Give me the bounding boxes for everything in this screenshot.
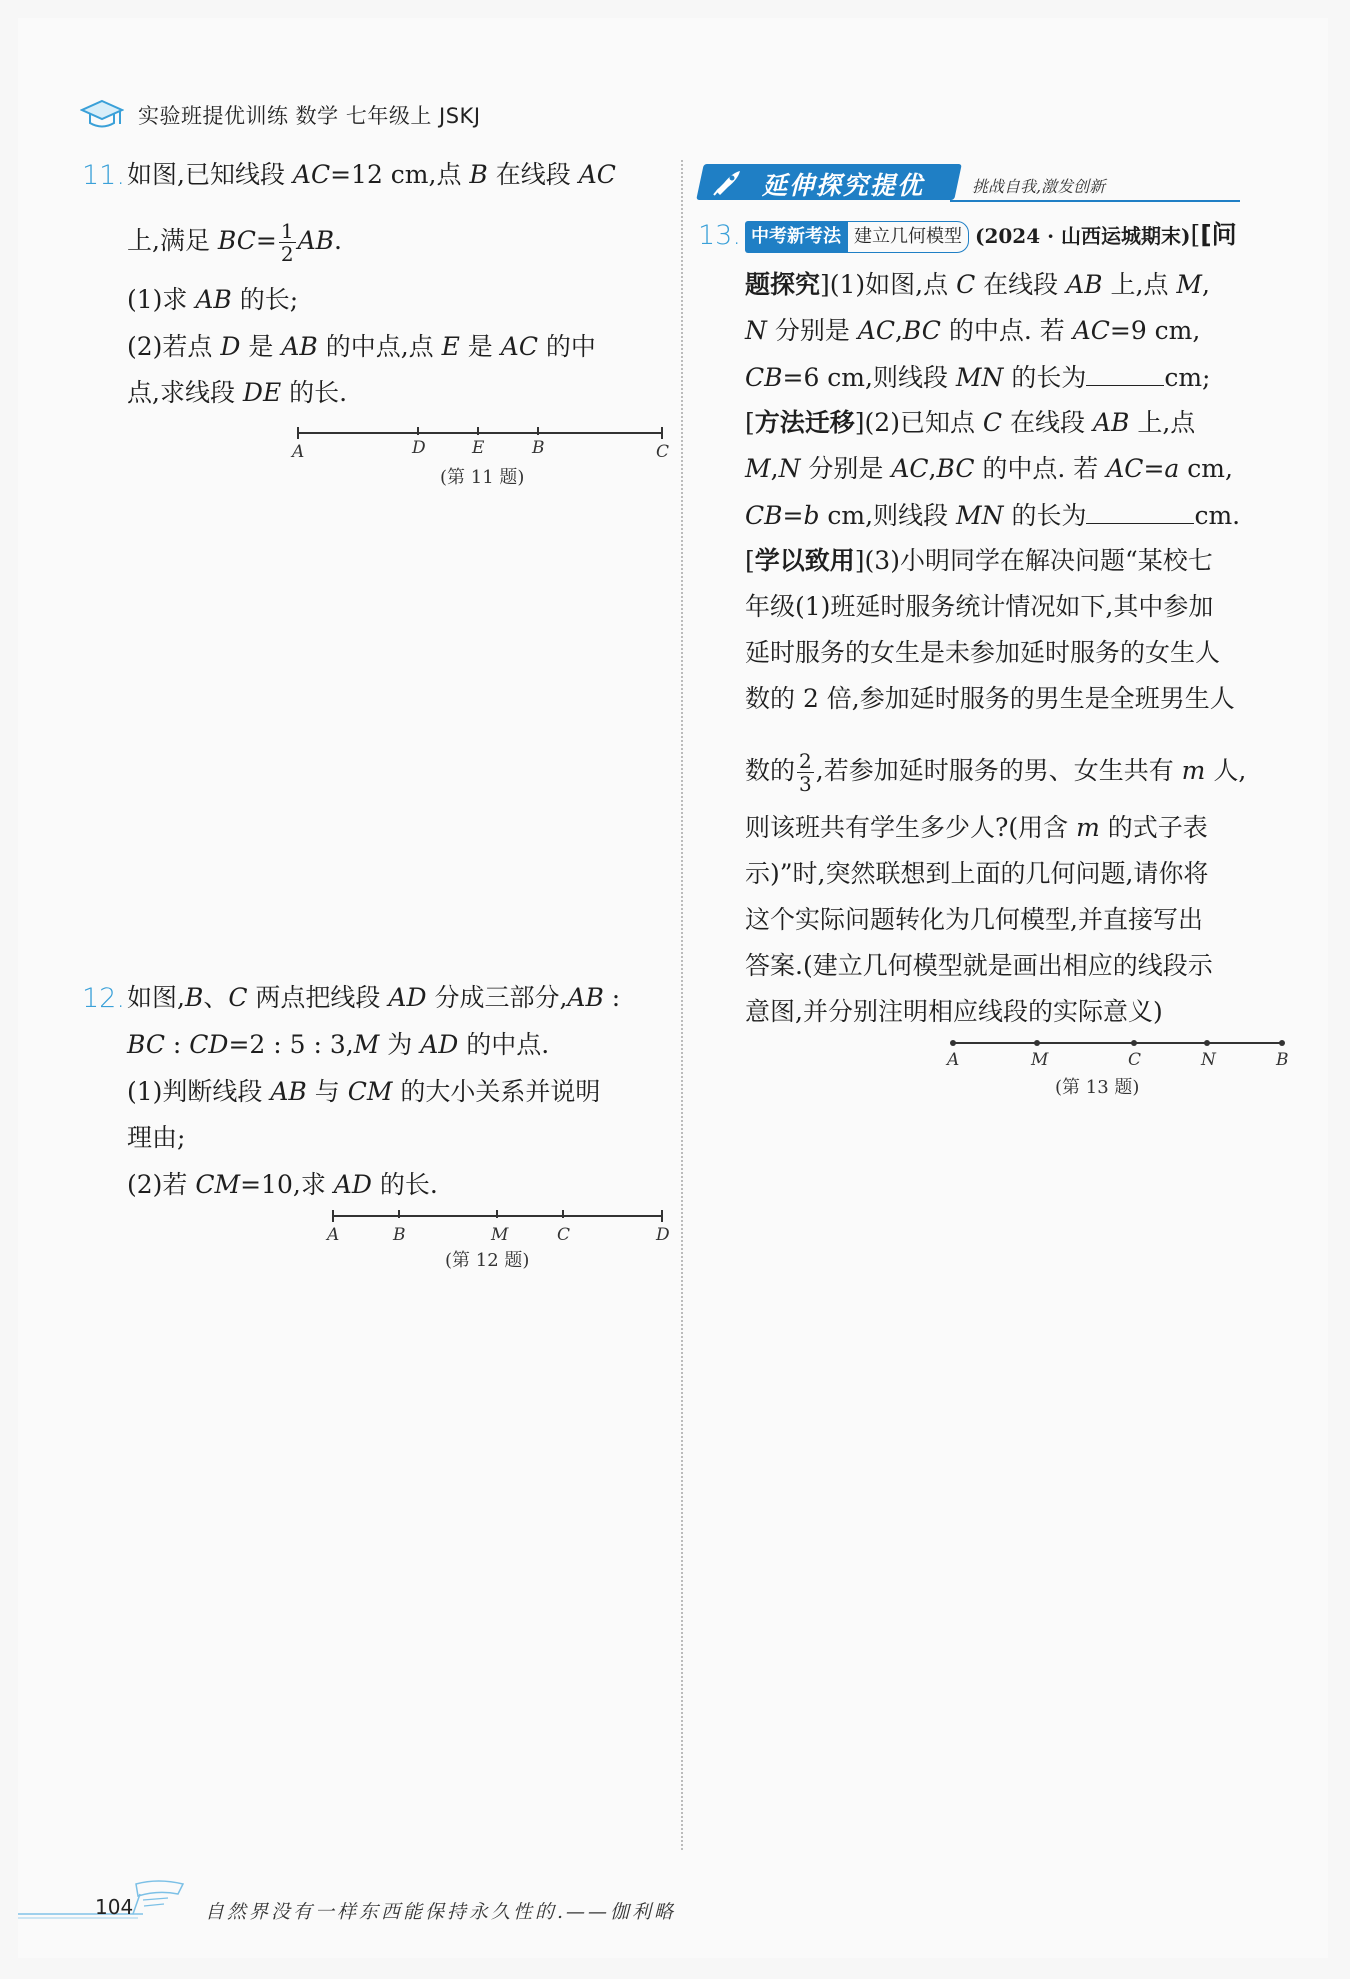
q11-line3: (1)求 AB 的长; bbox=[127, 285, 299, 314]
q13-line10: 延时服务的女生是未参加延时服务的女生人 bbox=[745, 638, 1221, 667]
q11-point-d: D bbox=[412, 438, 426, 458]
q11-number: 11. bbox=[82, 160, 125, 191]
q13-line17: 意图,并分别注明相应线段的实际意义) bbox=[745, 997, 1163, 1026]
q11-line4: (2)若点 D 是 AB 的中点,点 E 是 AC 的中 bbox=[127, 332, 596, 361]
q13-dot-m bbox=[1034, 1040, 1040, 1046]
q13-point-n: N bbox=[1201, 1050, 1216, 1070]
q12-line4: 理由; bbox=[127, 1123, 186, 1152]
q13-line9: 年级(1)班延时服务统计情况如下,其中参加 bbox=[745, 592, 1214, 621]
q13-line11: 数的 2 倍,参加延时服务的男生是全班男生人 bbox=[745, 684, 1235, 713]
q13-dot-n bbox=[1204, 1040, 1210, 1046]
q13-line15: 这个实际问题转化为几何模型,并直接写出 bbox=[745, 905, 1203, 934]
fraction-two-thirds: $\frac{2}{3}$ bbox=[799, 749, 812, 796]
q11-line1: 如图,已知线段 AC=12 cm,点 B 在线段 AC bbox=[127, 160, 616, 189]
banner-underline bbox=[950, 200, 1240, 202]
q13-line12: 数的 $\frac{2}{3}$ ,若参加延时服务的男、女生共有 m 人, bbox=[745, 749, 1247, 796]
q13-line14: 示)”时,突然联想到上面的几何问题,请你将 bbox=[745, 859, 1209, 888]
column-divider bbox=[681, 160, 683, 1850]
q13-blank-2 bbox=[1086, 500, 1194, 524]
q11-point-e: E bbox=[472, 438, 485, 458]
tag-geometry-model: 建立几何模型 bbox=[847, 221, 969, 253]
q12-line3: (1)判断线段 AB 与 CM 的大小关系并说明 bbox=[127, 1077, 601, 1106]
q12-number: 12. bbox=[82, 983, 125, 1014]
graduation-cap-icon bbox=[80, 98, 124, 132]
q13-dot-a bbox=[950, 1040, 956, 1046]
q11-line5: 点,求线段 DE 的长. bbox=[127, 378, 348, 407]
q13-segment-figure bbox=[945, 1035, 1290, 1055]
q13-line1: 中考新考法 建立几何模型 (2024 · 山西运城期末)[[问 bbox=[745, 220, 1237, 253]
q11-point-c: C bbox=[656, 442, 670, 462]
q13-line4: CB=6 cm,则线段 MN 的长为 cm; bbox=[745, 363, 1211, 392]
q13-blank-1 bbox=[1086, 362, 1164, 386]
q13-line16: 答案.(建立几何模型就是画出相应的线段示 bbox=[745, 951, 1213, 980]
q12-point-m: M bbox=[491, 1225, 509, 1245]
q12-line5: (2)若 CM=10,求 AD 的长. bbox=[127, 1170, 438, 1199]
q13-number: 13. bbox=[698, 220, 741, 251]
fraction-half: $\frac{1}{2}$ bbox=[280, 219, 294, 266]
q13-point-c: C bbox=[1128, 1050, 1142, 1070]
q12-line2: BC : CD=2 : 5 : 3,M 为 AD 的中点. bbox=[127, 1030, 550, 1059]
q11-point-a: A bbox=[292, 442, 305, 462]
banner-title: 延伸探究提优 bbox=[762, 171, 925, 200]
q13-line7: CB=b cm,则线段 MN 的长为 cm. bbox=[745, 501, 1241, 530]
q12-point-d: D bbox=[656, 1225, 670, 1245]
q12-point-c: C bbox=[557, 1225, 571, 1245]
header bbox=[80, 95, 481, 135]
q13-line6: M,N 分别是 AC,BC 的中点. 若 AC=a cm, bbox=[745, 454, 1233, 483]
q13-point-a: A bbox=[947, 1050, 960, 1070]
q11-point-b: B bbox=[532, 438, 545, 458]
footer-quote: 自然界没有一样东西能保持永久性的.——伽利略 bbox=[205, 1901, 677, 1923]
q11-line2: 上,满足 BC= $\frac{1}{2}$ AB. bbox=[127, 219, 342, 266]
q12-line1: 如图,B、C 两点把线段 AD 分成三部分,AB : bbox=[127, 983, 621, 1012]
extension-banner bbox=[700, 162, 1240, 204]
q12-caption: (第 12 题) bbox=[445, 1250, 530, 1271]
q13-caption: (第 13 题) bbox=[1055, 1077, 1140, 1098]
q13-dot-b bbox=[1279, 1040, 1285, 1046]
q13-point-b: B bbox=[1276, 1050, 1289, 1070]
q13-source: (2024 · 山西运城期末) bbox=[975, 224, 1191, 248]
book-title: 实验班提优训练 数学 七年级上 JSKJ bbox=[138, 104, 481, 128]
q13-line13: 则该班共有学生多少人?(用含 m 的式子表 bbox=[745, 813, 1208, 842]
tag-exam-new: 中考新考法 bbox=[745, 221, 847, 253]
q13-line8: [学以致用](3)小明同学在解决问题“某校七 bbox=[745, 546, 1213, 575]
q13-line3: N 分别是 AC,BC 的中点. 若 AC=9 cm, bbox=[745, 316, 1201, 345]
q13-dot-c bbox=[1131, 1040, 1137, 1046]
q13-point-m: M bbox=[1031, 1050, 1049, 1070]
q11-caption: (第 11 题) bbox=[440, 467, 525, 488]
q13-line5: [方法迁移](2)已知点 C 在线段 AB 上,点 bbox=[745, 408, 1196, 437]
page-number: 104 bbox=[95, 1895, 134, 1919]
banner-subtitle: 挑战自我,激发创新 bbox=[972, 177, 1106, 196]
q12-point-a: A bbox=[327, 1225, 340, 1245]
rocket-icon bbox=[710, 167, 744, 197]
q12-point-b: B bbox=[393, 1225, 406, 1245]
q13-line2: 题探究](1)如图,点 C 在线段 AB 上,点 M, bbox=[745, 270, 1210, 299]
